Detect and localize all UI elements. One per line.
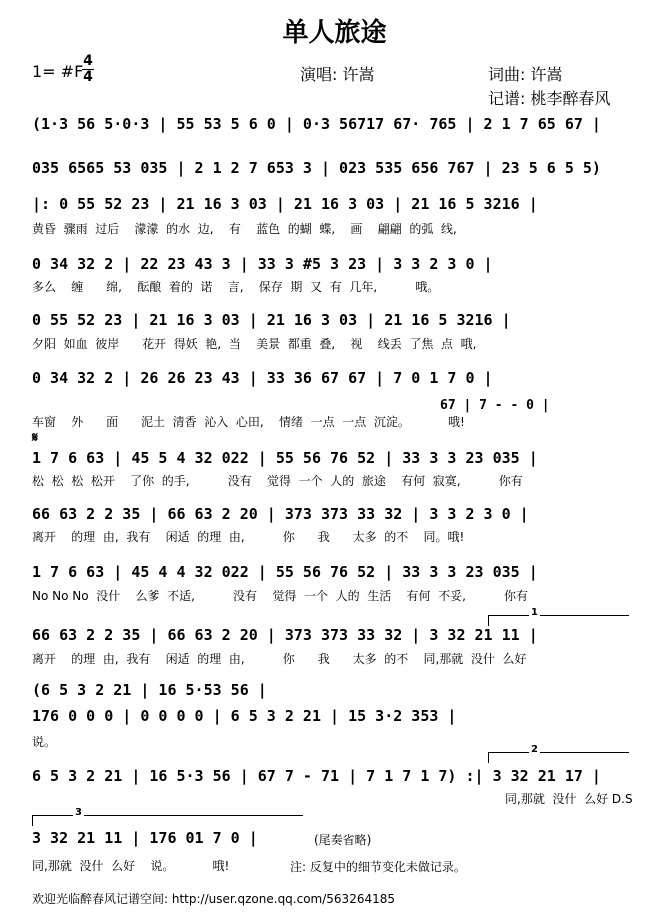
score-row-13: 6 5 3 2 21 | 16 5·3 56 | 67 7 - 71 | 7 1 7 1 7) :| 3 32 21 17 |: [32, 767, 601, 785]
score-row-11: (6 5 3 2 21 | 16 5·53 56 |: [32, 681, 267, 699]
score-row-3: |: 0 55 52 23 | 21 16 3 03 | 21 16 3 03 | 21 16 5 3216 |: [32, 195, 538, 213]
lyric-line-6: 离开 的理 由, 我有 闲适 的理 由, 你 我 太多 的不 同。哦!: [32, 530, 465, 544]
segno-sign: 𝄋: [32, 430, 39, 446]
score-row-7: 1 7 6 63 | 45 5 4 32 022 | 55 56 76 52 | 33 3 3 23 035 |: [32, 449, 538, 467]
footer-link[interactable]: 欢迎光临醉春风记谱空间: http://user.qzone.qq.com/563264185: [32, 892, 396, 906]
lyric-line-5: 松 松 松 松开 了你 的手, 没有 觉得 一个 人的 旅途 有何 寂寞, 你有: [32, 474, 523, 488]
score-row-4: 0 34 32 2 | 22 23 43 3 | 33 3 #5 3 23 | 3 3 2 3 0 |: [32, 255, 493, 273]
lyric-line-3: 夕阳 如血 彼岸 花开 得妖 艳, 当 美景 都重 叠, 视 线丢 了焦 点 哦,: [32, 337, 477, 351]
score-row-5: 0 55 52 23 | 21 16 3 03 | 21 16 3 03 | 21 16 5 3216 |: [32, 311, 511, 329]
score-row-10: 66 63 2 2 35 | 66 63 2 20 | 373 373 33 32 | 3 32 21 11 |: [32, 626, 538, 644]
singer: 演唱: 许嵩: [300, 65, 375, 84]
score-row-8: 66 63 2 2 35 | 66 63 2 20 | 373 373 33 32 | 3 3 2 3 0 |: [32, 505, 529, 523]
transcriber: 记谱: 桃李醉春风: [488, 89, 611, 108]
lyric-line-4: 车窗 外 面 泥土 清香 沁入 心田, 情绪 一点 一点 沉淀。 哦!: [32, 415, 465, 429]
lyric-line-11: 同,那就 没什 么好 说。 哦!: [32, 859, 230, 873]
alt-ending: 67 | 7 - - 0 |: [440, 398, 550, 413]
score-row-1: (1·3 56 5·0·3 | 55 53 5 6 0 | 0·3 56717 67· 765 | 2 1 7 65 67 |: [32, 115, 601, 133]
score-row-9: 1 7 6 63 | 45 4 4 32 022 | 55 56 76 52 | 33 3 3 23 035 |: [32, 563, 538, 581]
composer: 词曲: 许嵩: [488, 65, 563, 84]
lyric-line-8: 离开 的理 由, 我有 闲适 的理 由, 你 我 太多 的不 同,那就 没什 么好: [32, 652, 527, 666]
volta-bracket-2: 2: [488, 752, 629, 763]
meter-bottom: 4: [83, 69, 93, 85]
song-title: 单人旅途: [282, 18, 387, 48]
lyric-line-7: No No No 没什 么爹 不适, 没有 觉得 一个 人的 生活 有何 不妥, 你有: [32, 589, 529, 603]
time-signature: [82, 55, 94, 84]
remark: 注: 反复中的细节变化未做记录。: [290, 860, 466, 874]
volta-bracket-1: 1: [488, 615, 629, 626]
lyric-line-1: 黄昏 骤雨 过后 濛濛 的水 边, 有 蓝色 的蝴 蝶, 画 翩翩 的弧 线,: [32, 222, 457, 236]
volta-bracket-3: 3: [32, 815, 303, 826]
meter-top: 4: [83, 53, 93, 69]
lyric-line-2: 多么 缠 绵, 酝酿 着的 诺 言, 保存 期 又 有 几年, 哦。: [32, 280, 440, 294]
score-row-6: 0 34 32 2 | 26 26 23 43 | 33 36 67 67 | 7 0 1 7 0 |: [32, 369, 493, 387]
key-signature: 1= #F: [32, 62, 84, 81]
lyric-line-10: 同,那就 没什 么好 D.S: [505, 792, 633, 806]
score-row-2: 035 6565 53 035 | 2 1 2 7 653 3 | 023 535 656 767 | 23 5 6 5 5): [32, 159, 601, 177]
score-row-12: 176 0 0 0 | 0 0 0 0 | 6 5 3 2 21 | 15 3·2 353 |: [32, 707, 457, 725]
score-row-14: 3 32 21 11 | 176 01 7 0 |: [32, 829, 258, 847]
lyric-line-9: 说。: [32, 735, 57, 749]
outro-note: (尾奏省略): [314, 833, 372, 847]
